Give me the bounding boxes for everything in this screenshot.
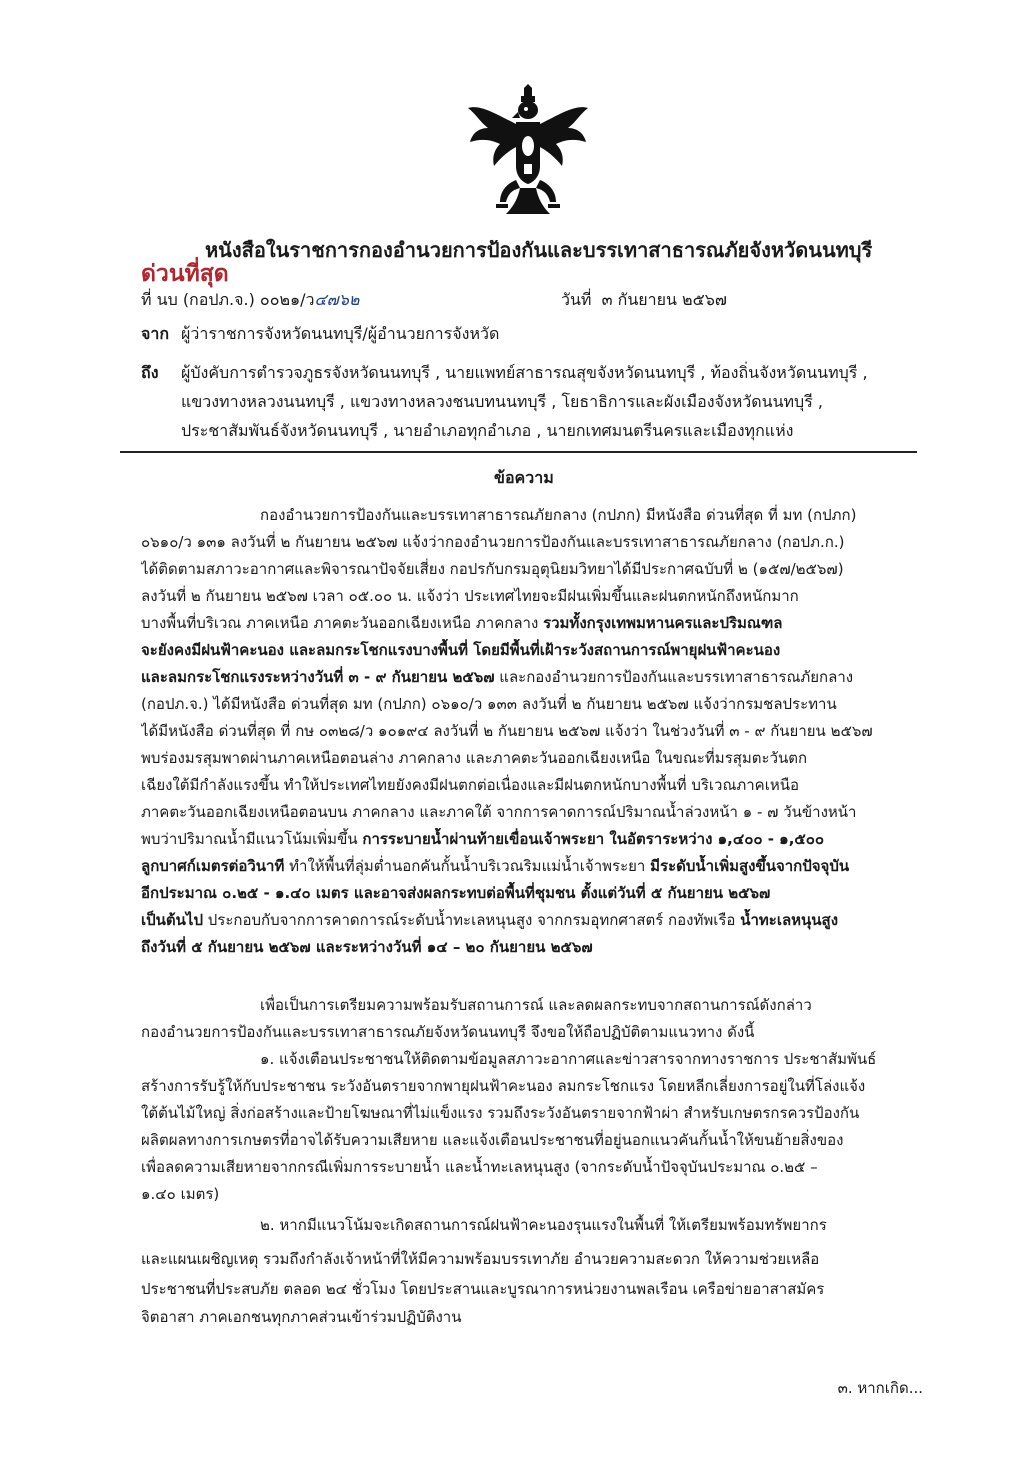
date-value: ๓ กันยายน ๒๕๖๗	[601, 290, 727, 309]
to-label: ถึง	[141, 363, 159, 382]
paragraph-line: อีกประมาณ ๐.๒๕ - ๑.๔๐ เมตร และอาจส่งผลกระทบต่อพื้นที่ชุมชน ตั้งแต่วันที่ ๕ กันยายน ๒๕๖๗	[141, 884, 771, 902]
list-item-line: และแผนเผชิญเหตุ รวมถึงกำลังเจ้าหน้าที่ให้มีความพร้อมบรรเทาภัย อำนวยความสะดวก ให้ความช่วยเหลือ	[141, 1250, 820, 1268]
paragraph-line: พบว่าปริมาณน้ำมีแนวโน้มเพิ่มขึ้น การระบายน้ำผ่านท้ายเขื่อนเจ้าพระยา ในอัตราระหว่าง ๑,๔๐๐ - ๑,๕๐๐	[141, 830, 825, 848]
recipients-line: ผู้บังคับการตำรวจภูธรจังหวัดนนทบุรี , นายแพทย์สาธารณสุขจังหวัดนนทบุรี , ท้องถิ่นจังหวัดนนทบุรี ,	[181, 363, 868, 382]
paragraph-line: ถึงวันที่ ๕ กันยายน ๒๕๖๗ และระหว่างวันที่ ๑๔ – ๒๐ กันยายน ๒๕๖๗	[141, 938, 593, 956]
continuation-marker: ๓. หากเกิด...	[837, 1379, 923, 1397]
reference-number	[141, 288, 359, 313]
paragraph-line: ได้มีหนังสือ ด่วนที่สุด ที่ กษ ๐๓๒๘/ว ๑๐๑๙๔ ลงวันที่ ๒ กันยายน ๒๕๖๗ แจ้งว่า ในช่วงวันที่ ๓ - ๙ กันยายน ๒๕๖๗	[141, 722, 873, 740]
paragraph-line: กองอำนวยการป้องกันและบรรเทาสาธารณภัยกลาง (กปภก) มีหนังสือ ด่วนที่สุด ที่ มท (กปภก)	[260, 506, 857, 524]
list-item-line: ๑.๔๐ เมตร)	[141, 1185, 220, 1203]
paragraph-line: เป็นต้นไป ประกอบกับจากการคาดการณ์ระดับน้ำทะเลหนุนสูง จากกรมอุทกศาสตร์ กองทัพเรือ น้ำทะเลหนุนสูง	[141, 911, 839, 929]
paragraph-line: จะยังคงมีฝนฟ้าคะนอง และลมกระโชกแรงบางพื้นที่ โดยมีพื้นที่เฝ้าระวังสถานการณ์พายุฝนฟ้าคะนอง	[141, 641, 781, 659]
reference-handwritten-number: ๔๗๖๒	[314, 290, 360, 309]
paragraph-line: กองอำนวยการป้องกันและบรรเทาสาธารณภัยจังหวัดนนทบุรี จึงขอให้ถือปฏิบัติตามแนวทาง ดังนี้	[141, 1023, 755, 1041]
recipients-line: แขวงทางหลวงนนทบุรี , แขวงทางหลวงชนบทนนทบุรี , โยธาธิการและผังเมืองจังหวัดนนทบุรี ,	[181, 392, 823, 411]
paragraph-line: เฉียงใต้มีกำลังแรงขึ้น ทำให้ประเทศไทยยังคงมีฝนตกต่อเนื่องและมีฝนตกหนักบางพื้นที่ บริเวณภาคเหนือ	[141, 776, 799, 794]
paragraph-line: ภาคตะวันออกเฉียงเหนือตอนบน ภาคกลาง และภาคใต้ จากการคาดการณ์ปริมาณน้ำล่วงหน้า ๑ - ๗ วันข้างหน้า	[141, 803, 857, 821]
list-item-line: จิตอาสา ภาคเอกชนทุกภาคส่วนเข้าร่วมปฏิบัติงาน	[141, 1308, 462, 1326]
document-date	[561, 288, 727, 313]
recipients-line: ประชาสัมพันธ์จังหวัดนนทบุรี , นายอำเภอทุกอำเภอ , นายกเทศมนตรีนครและเมืองทุกแห่ง	[181, 421, 794, 440]
list-item-line: เพื่อลดความเสียหายจากกรณีเพิ่มการระบายน้ำ และน้ำทะเลหนุนสูง (จากระดับน้ำปัจจุบันประมาณ ๐.๒๕ –	[141, 1158, 818, 1176]
paragraph-line: ลงวันที่ ๒ กันยายน ๒๕๖๗ เวลา ๐๕.๐๐ น. แจ้งว่า ประเทศไทยจะมีฝนเพิ่มขึ้นและฝนตกหนักถึงหนักมาก	[141, 587, 799, 605]
message-heading: ข้อความ	[494, 468, 554, 487]
list-item-line: ประชาชนที่ประสบภัย ตลอด ๒๔ ชั่วโมง โดยประสานและบูรณาการหน่วยงานพลเรือน เครือข่ายอาสาสมัคร	[141, 1280, 825, 1298]
paragraph-line: (กอปภ.จ.) ได้มีหนังสือ ด่วนที่สุด มท (กปภก) ๐๖๑๐/ว ๑๓๓ ลงวันที่ ๒ กันยายน ๒๕๖๗ แจ้งว่ากรมชลประทาน	[141, 695, 837, 713]
garuda-emblem-icon	[466, 84, 590, 218]
paragraph-line: และลมกระโชกแรงระหว่างวันที่ ๓ - ๙ กันยายน ๒๕๖๗ และกองอำนวยการป้องกันและบรรเทาสาธารณภัยกลาง	[141, 668, 854, 686]
from-value: ผู้ว่าราชการจังหวัดนนทบุรี/ผู้อำนวยการจังหวัด	[181, 324, 500, 343]
header-divider	[120, 451, 917, 453]
reference-prefix: ที่ นบ (กอปภ.จ.) ๐๐๒๑/ว	[141, 290, 315, 309]
list-item-line: ๑. แจ้งเตือนประชาชนให้ติดตามข้อมูลสภาวะอากาศและข่าวสารจากทางราชการ ประชาสัมพันธ์	[260, 1050, 877, 1068]
urgency-stamp: ด่วนที่สุด	[141, 261, 229, 287]
paragraph-line: เพื่อเป็นการเตรียมความพร้อมรับสถานการณ์ และลดผลกระทบจากสถานการณ์ดังกล่าว	[260, 996, 812, 1014]
paragraph-line: พบร่องมรสุมพาดผ่านภาคเหนือตอนล่าง ภาคกลาง และภาคตะวันออกเฉียงเหนือ ในขณะที่มรสุมตะวันตก	[141, 749, 808, 767]
paragraph-line: บางพื้นที่บริเวณ ภาคเหนือ ภาคตะวันออกเฉียงเหนือ ภาคกลาง รวมทั้งกรุงเทพมหานครและปริมณฑล	[141, 614, 783, 632]
list-item-line: ใต้ต้นไม้ใหญ่ สิ่งก่อสร้างและป้ายโฆษณาที่ไม่แข็งแรง รวมถึงระวังอันตรายจากฟ้าผ่า สำหรับเกษตรกรควรป้องกัน	[141, 1104, 860, 1122]
list-item-line: สร้างการรับรู้ให้กับประชาชน ระวังอันตรายจากพายุฝนฟ้าคะนอง ลมกระโชกแรง โดยหลีกเลี่ยงการอยู่ในที่โล่งแจ้ง	[141, 1077, 866, 1095]
list-item-line: ผลิตผลทางการเกษตรที่อาจได้รับความเสียหาย และแจ้งเตือนประชาชนที่อยู่นอกแนวคันกั้นน้ำให้ขนย้ายสิ่งของ	[141, 1131, 844, 1149]
from-label: จาก	[141, 324, 170, 343]
document-title: หนังสือในราชการกองอำนวยการป้องกันและบรรเทาสาธารณภัยจังหวัดนนทบุรี	[205, 238, 873, 262]
date-label: วันที่	[561, 290, 592, 309]
list-item-line: ๒. หากมีแนวโน้มจะเกิดสถานการณ์ฝนฟ้าคะนองรุนแรงในพื้นที่ ให้เตรียมพร้อมทรัพยากร	[260, 1216, 827, 1234]
paragraph-line: ๐๖๑๐/ว ๑๓๑ ลงวันที่ ๒ กันยายน ๒๕๖๗ แจ้งว่ากองอำนวยการป้องกันและบรรเทาสาธารณภัยกลาง (กอปภ.ก.)	[141, 533, 845, 551]
paragraph-line: ลูกบาศก์เมตรต่อวินาที ทำให้พื้นที่ลุ่มต่ำนอกคันกั้นน้ำบริเวณริมแม่น้ำเจ้าพระยา มีระดับน้ำเพิ่มสูงขึ้นจากปัจจุบัน	[141, 857, 850, 875]
paragraph-line: ได้ติดตามสภาวะอากาศและพิจารณาปัจจัยเสี่ยง กอปรกับกรมอุตุนิยมวิทยาได้มีประกาศฉบับที่ ๒ (๑๕๗/๒๕๖๗)	[141, 560, 844, 578]
